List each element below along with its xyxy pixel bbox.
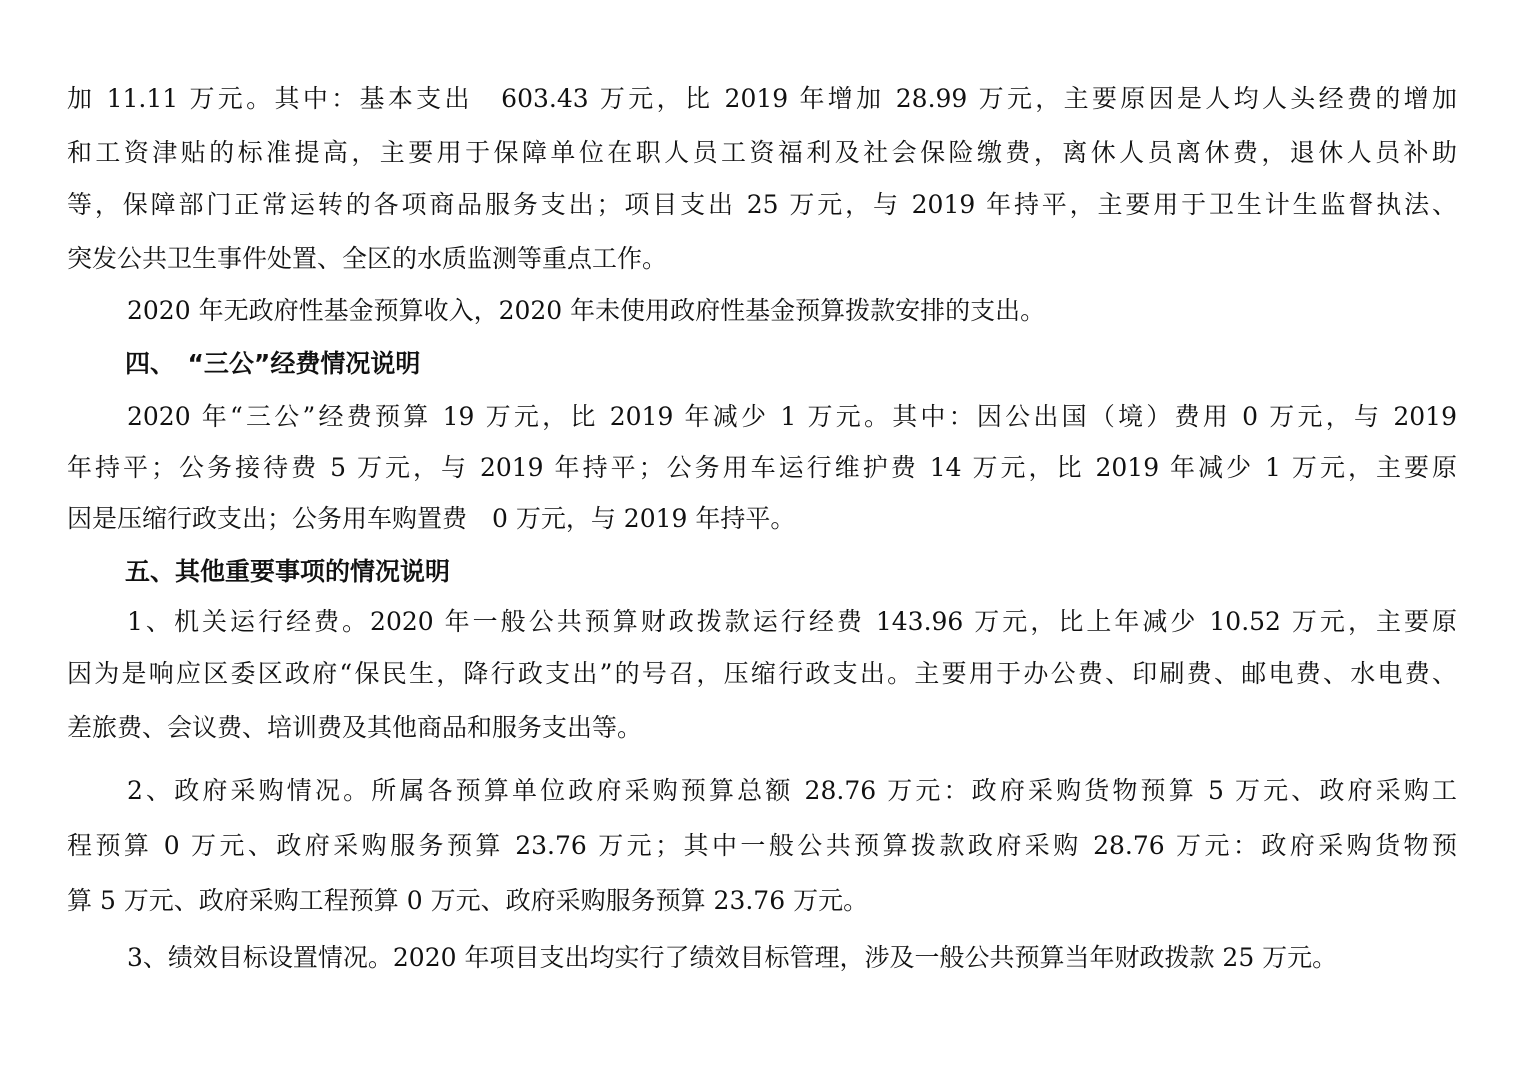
section-5-heading: 五、其他重要事项的情况说明 — [125, 557, 451, 586]
paragraph-expenditure-line-3: 等，保障部门正常运转的各项商品服务支出；项目支出 25 万元，与 2019 年持平，主要用于卫生计生监督执法、 — [67, 190, 1457, 219]
section-4-line-2: 年持平；公务接待费 5 万元，与 2019 年持平；公务用车运行维护费 14 万元，比 2019 年减少 1 万元，主要原 — [67, 453, 1457, 482]
section-4-line-3: 因是压缩行政支出；公务用车购置费 0 万元，与 2019 年持平。 — [67, 504, 796, 533]
item-2-line-2: 程预算 0 万元、政府采购服务预算 23.76 万元；其中一般公共预算拨款政府采购 28.76 万元：政府采购货物预 — [67, 831, 1457, 860]
item-1-line-2: 因为是响应区委区政府“保民生，降行政支出”的号召，压缩行政支出。主要用于办公费、印刷费、邮电费、水电费、 — [67, 659, 1457, 688]
paragraph-fund: 2020 年无政府性基金预算收入，2020 年未使用政府性基金预算拨款安排的支出。 — [127, 296, 1046, 325]
paragraph-expenditure-line-1: 加 11.11 万元。其中：基本支出 603.43 万元，比 2019 年增加 28.99 万元，主要原因是人均人头经费的增加 — [67, 84, 1457, 113]
item-1-line-1: 1、机关运行经费。2020 年一般公共预算财政拨款运行经费 143.96 万元，比上年减少 10.52 万元，主要原 — [127, 607, 1457, 636]
paragraph-expenditure-line-4: 突发公共卫生事件处置、全区的水质监测等重点工作。 — [67, 244, 668, 273]
section-4-line-1: 2020 年“三公”经费预算 19 万元，比 2019 年减少 1 万元。其中：因公出国（境）费用 0 万元，与 2019 — [127, 402, 1457, 431]
section-4-heading: 四、 “三公”经费情况说明 — [125, 349, 421, 378]
item-2-line-1: 2、政府采购情况。所属各预算单位政府采购预算总额 28.76 万元：政府采购货物预算 5 万元、政府采购工 — [127, 776, 1457, 805]
item-3-line-1: 3、绩效目标设置情况。2020 年项目支出均实行了绩效目标管理，涉及一般公共预算当年财政拨款 25 万元。 — [127, 943, 1338, 972]
item-1-line-3: 差旅费、会议费、培训费及其他商品和服务支出等。 — [67, 713, 643, 742]
item-2-line-3: 算 5 万元、政府采购工程预算 0 万元、政府采购服务预算 23.76 万元。 — [67, 886, 869, 915]
paragraph-expenditure-line-2: 和工资津贴的标准提高，主要用于保障单位在职人员工资福利及社会保险缴费，离休人员离休费，退休人员补助 — [67, 138, 1457, 167]
